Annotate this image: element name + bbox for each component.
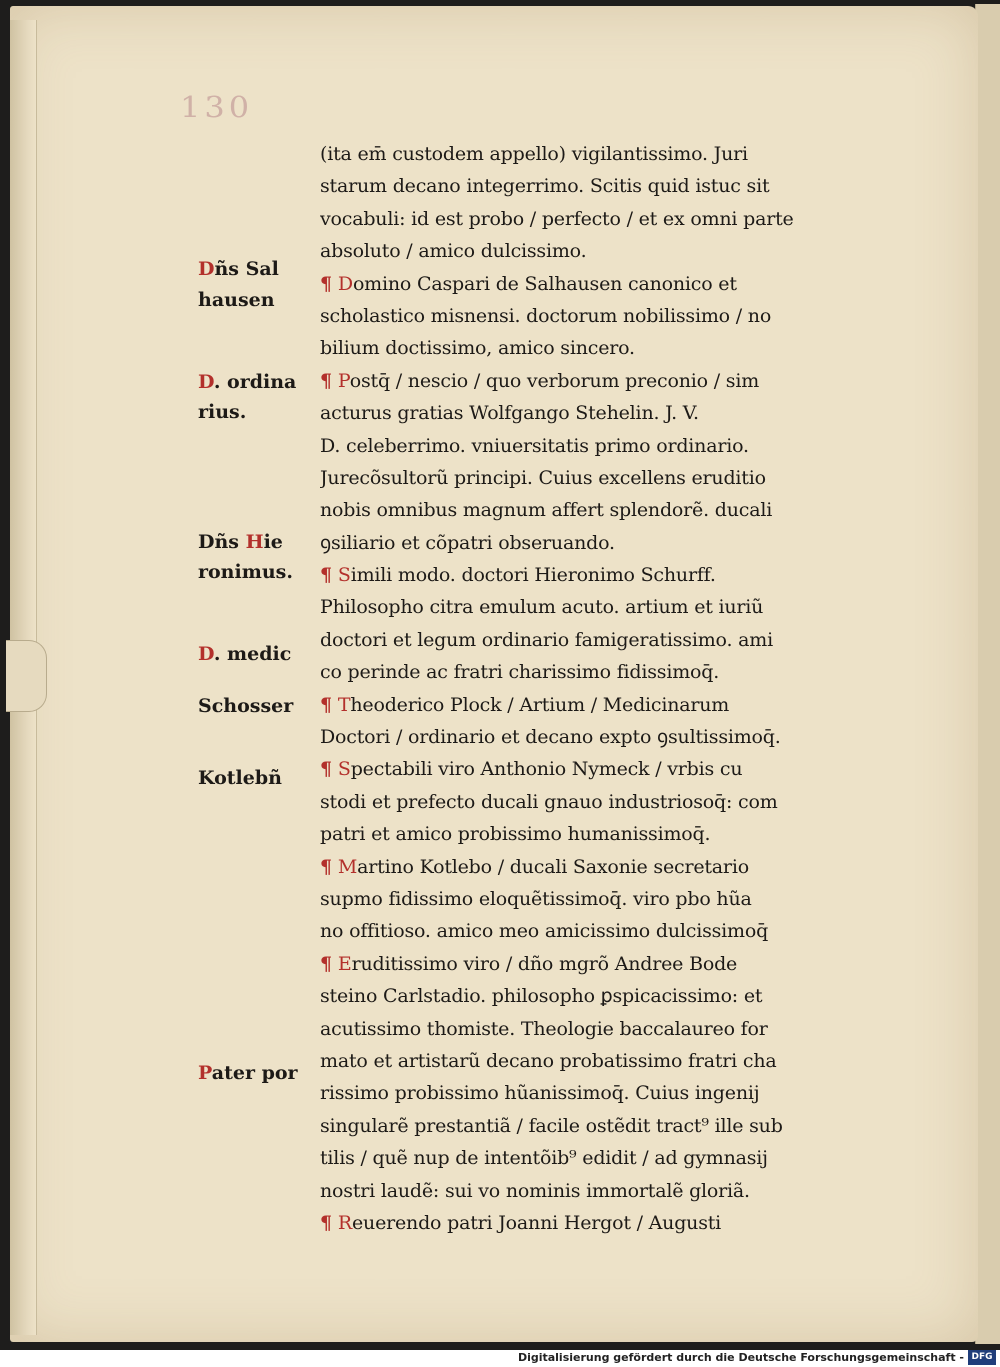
line-text: rissimo probissimo hũanissimoq̄. Cuius ingenij xyxy=(320,1082,760,1105)
margin-note xyxy=(198,1058,298,1088)
line-text: euerendo patri Joanni Hergot / Augusti xyxy=(352,1211,722,1234)
margin-note-red: H xyxy=(245,531,264,553)
rubricated-initial: M xyxy=(337,855,358,878)
line-text: ꝯsiliario et cõpatri obseruando. xyxy=(320,531,615,554)
pilcrow-icon: ¶ xyxy=(320,952,332,975)
line-text: Philosopho citra emulum acuto. artium et iuriũ xyxy=(320,596,764,619)
line-text: no offitioso. amico meo amicissimo dulcissimoq̄ xyxy=(320,920,769,943)
text-line xyxy=(320,1207,855,1239)
pilcrow-icon: ¶ xyxy=(320,758,332,781)
pilcrow-icon: ¶ xyxy=(320,855,332,878)
margin-note-rest: . ordina xyxy=(213,371,297,393)
footer-credit: Digitalisierung gefördert durch die Deutsche Forschungsgemeinschaft - xyxy=(517,1351,964,1364)
line-text: nostri laudẽ: sui vo nominis immortalẽ gloriã. xyxy=(320,1179,750,1202)
line-text: steino Carlstadio. philosopho ꝑspicacissimo: et xyxy=(320,985,763,1008)
margin-note xyxy=(198,527,283,557)
rubricated-initial: D xyxy=(337,272,353,295)
margin-note xyxy=(198,254,279,284)
text-line xyxy=(320,1013,855,1045)
text-line xyxy=(320,1175,855,1207)
line-text: co perinde ac fratri charissimo fidissimoq̄. xyxy=(320,661,720,684)
line-text: absoluto / amico dulcissimo. xyxy=(320,240,587,263)
margin-note-pre: Dñs xyxy=(198,531,246,553)
line-text: starum decano integerrimo. Scitis quid istuc sit xyxy=(320,175,770,198)
line-text: (ita em̄ custodem appello) vigilantissimo. Juri xyxy=(320,143,748,165)
margin-note xyxy=(198,285,275,315)
text-line xyxy=(320,300,855,332)
text-line xyxy=(320,138,855,170)
text-line xyxy=(320,268,855,300)
margin-note-rest: . medic xyxy=(213,643,292,665)
line-text: imili modo. doctori Hieronimo Schurff. xyxy=(350,564,716,587)
pilcrow-icon: ¶ xyxy=(320,369,332,392)
text-line xyxy=(320,915,855,947)
line-text: vocabuli: id est probo / perfecto / et ex omni parte xyxy=(320,207,794,230)
line-text: D. celeberrimo. vniuersitatis primo ordinario. xyxy=(320,434,749,457)
margin-note-rest: ie xyxy=(263,531,283,553)
rubricated-initial: R xyxy=(337,1211,352,1234)
line-text: stodi et prefecto ducali gnauo industriosoq̄: com xyxy=(320,790,778,813)
margin-note xyxy=(198,367,296,397)
text-line xyxy=(320,235,855,267)
text-line xyxy=(320,203,855,235)
line-text: Jurecõsultorũ principi. Cuius excellens eruditio xyxy=(320,466,766,489)
line-text: scholastico misnensi. doctorum nobilissimo / no xyxy=(320,304,772,327)
text-line xyxy=(320,430,855,462)
text-line xyxy=(320,1110,855,1142)
margin-note-red: D xyxy=(198,258,215,280)
text-line xyxy=(320,948,855,980)
margin-note-red: P xyxy=(198,1062,212,1084)
margin-note-rest: Schosser xyxy=(198,695,294,717)
line-text: acturus gratias Wolfgango Stehelin. J. V. xyxy=(320,402,699,425)
line-text: singularẽ prestantiã / facile ostẽdit tract⁹ ille sub xyxy=(320,1114,783,1137)
line-text: omino Caspari de Salhausen canonico et xyxy=(352,272,737,295)
text-line xyxy=(320,170,855,202)
margin-note-rest: hausen xyxy=(198,289,275,311)
text-line xyxy=(320,818,855,850)
margin-note xyxy=(198,397,246,427)
line-text: Doctori / ordinario et decano expto ꝯsultissimoq̄. xyxy=(320,726,781,749)
line-text: heoderico Plock / Artium / Medicinarum xyxy=(350,693,730,716)
text-line xyxy=(320,462,855,494)
line-text: artino Kotlebo / ducali Saxonie secretario xyxy=(357,855,749,878)
text-line xyxy=(320,980,855,1012)
text-line xyxy=(320,494,855,526)
text-line xyxy=(320,851,855,883)
margin-note xyxy=(198,763,282,793)
rubricated-initial: S xyxy=(337,758,351,781)
margin-note-rest: ater por xyxy=(211,1062,298,1084)
line-text: bilium doctissimo, amico sincero. xyxy=(320,337,635,360)
rubricated-initial: T xyxy=(337,693,351,716)
text-line xyxy=(320,883,855,915)
page-tab-left xyxy=(6,640,47,712)
text-line xyxy=(320,591,855,623)
text-line xyxy=(320,527,855,559)
margin-note xyxy=(198,557,293,587)
faint-page-number: 130 xyxy=(180,89,254,125)
pilcrow-icon: ¶ xyxy=(320,1211,332,1234)
margin-note-rest: ronimus. xyxy=(198,561,293,583)
line-text: supmo fidissimo eloquẽtissimoq̄. viro pbo hũa xyxy=(320,887,752,910)
text-line xyxy=(320,721,855,753)
pilcrow-icon: ¶ xyxy=(320,693,332,716)
text-line xyxy=(320,689,855,721)
line-text: mato et artistarũ decano probatissimo fratri cha xyxy=(320,1049,777,1072)
text-line xyxy=(320,559,855,591)
rubricated-initial: P xyxy=(337,369,350,392)
rubricated-initial: E xyxy=(337,952,352,975)
rubricated-initial: S xyxy=(337,564,351,587)
line-text: doctori et legum ordinario famigeratissimo. ami xyxy=(320,628,773,651)
margin-note-rest: Kotlebñ xyxy=(198,767,282,789)
text-line xyxy=(320,1045,855,1077)
margin-note-red: D xyxy=(198,371,214,393)
margin-note-red: D xyxy=(198,643,214,665)
pilcrow-icon: ¶ xyxy=(320,564,332,587)
line-text: pectabili viro Anthonio Nymeck / vrbis cu xyxy=(350,758,743,781)
text-line xyxy=(320,753,855,785)
line-text: tilis / quẽ nup de intentõib⁹ edidit / ad gymnasij xyxy=(320,1147,768,1170)
text-line xyxy=(320,397,855,429)
line-text: nobis omnibus magnum affert splendorẽ. ducali xyxy=(320,499,773,522)
line-text: acutissimo thomiste. Theologie baccalaureo for xyxy=(320,1017,768,1040)
margin-note xyxy=(198,691,293,721)
pilcrow-icon: ¶ xyxy=(320,272,332,295)
text-line xyxy=(320,332,855,364)
line-text: ruditissimo viro / dño mgrõ Andree Bode xyxy=(351,952,738,975)
page-edge-right xyxy=(975,4,1000,1344)
main-text-block xyxy=(320,138,855,1239)
margin-note-rest: ñs Sal xyxy=(214,258,279,280)
text-line xyxy=(320,365,855,397)
line-text: patri et amico probissimo humanissimoq̄. xyxy=(320,823,711,846)
margin-note xyxy=(198,639,291,669)
margin-note-rest: rius. xyxy=(198,401,247,423)
text-line xyxy=(320,624,855,656)
text-line xyxy=(320,656,855,688)
line-text: ostq̄ / nescio / quo verborum preconio / sim xyxy=(349,369,760,392)
text-line xyxy=(320,1077,855,1109)
text-line xyxy=(320,1142,855,1174)
text-line xyxy=(320,786,855,818)
dfg-logo-icon: DFG xyxy=(968,1350,996,1365)
